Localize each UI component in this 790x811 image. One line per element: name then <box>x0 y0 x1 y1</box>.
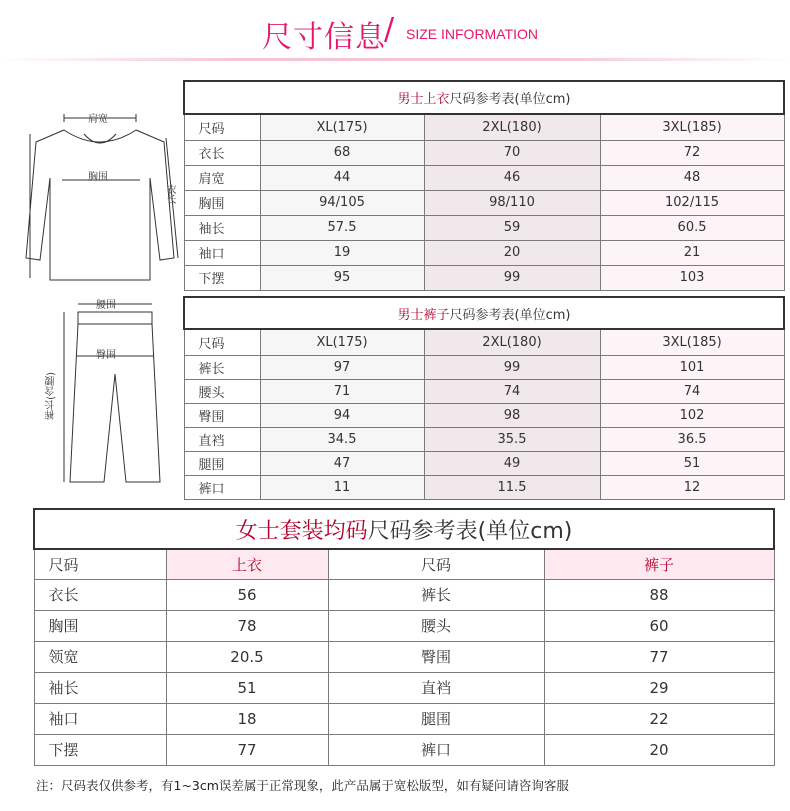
table-cell: 腿围 <box>328 703 544 734</box>
table-cell: 59 <box>424 215 600 240</box>
table-row <box>184 379 784 403</box>
table-row <box>184 265 784 290</box>
table-row <box>184 355 784 379</box>
table-cell: 袖口 <box>34 703 166 734</box>
table-cell: 直裆 <box>328 672 544 703</box>
table-row <box>184 140 784 165</box>
table-cell: 98/110 <box>424 190 600 215</box>
table-row <box>34 610 774 641</box>
header-cell: 尺码 <box>184 114 260 140</box>
table-cell: 60 <box>544 610 774 641</box>
table-cell: 74 <box>600 379 784 403</box>
men-pants-table-title: 男士裤子尺码参考表(单位cm) <box>184 297 784 329</box>
table-cell: 36.5 <box>600 427 784 451</box>
table-cell: 11.5 <box>424 475 600 499</box>
table-cell: 21 <box>600 240 784 265</box>
table-cell: 胸围 <box>184 190 260 215</box>
header-divider <box>0 58 790 61</box>
table-row <box>34 579 774 610</box>
table-row <box>34 703 774 734</box>
footnote: 注：尺码表仅供参考，有1~3cm误差属于正常现象，此产品属于宽松版型，如有疑问请咨询客服 <box>36 778 569 793</box>
table-cell: 94/105 <box>260 190 424 215</box>
table-cell: 101 <box>600 355 784 379</box>
table-cell: 裤长 <box>184 355 260 379</box>
table-cell: 98 <box>424 403 600 427</box>
table-cell: 腰头 <box>184 379 260 403</box>
table-cell: 88 <box>544 579 774 610</box>
header-cell: 2XL(180) <box>424 329 600 355</box>
pants-length-label: 裤长(含腰) <box>46 372 57 420</box>
table-row <box>184 190 784 215</box>
table-cell: 胸围 <box>34 610 166 641</box>
table-cell: 腿围 <box>184 451 260 475</box>
table-cell: 衣长 <box>34 579 166 610</box>
table-cell: 11 <box>260 475 424 499</box>
table-cell: 29 <box>544 672 774 703</box>
table-cell: 臀围 <box>184 403 260 427</box>
shoulder-label: 肩宽 <box>88 114 108 125</box>
table-cell: 20.5 <box>166 641 328 672</box>
table-cell: 57.5 <box>260 215 424 240</box>
table-cell: 78 <box>166 610 328 641</box>
length-label: 衣长 <box>164 184 175 204</box>
table-cell: 肩宽 <box>184 165 260 190</box>
table-cell: 102/115 <box>600 190 784 215</box>
table-cell: 77 <box>166 734 328 765</box>
table-cell: 袖口 <box>184 240 260 265</box>
table-cell: 77 <box>544 641 774 672</box>
title-slash: / <box>384 12 395 47</box>
header-cell: 3XL(185) <box>600 329 784 355</box>
page-title: 尺寸信息 <box>262 20 386 55</box>
table-row <box>184 165 784 190</box>
table-row <box>34 672 774 703</box>
table-cell: 99 <box>424 355 600 379</box>
table-row <box>184 451 784 475</box>
table-row <box>184 215 784 240</box>
table-cell: 102 <box>600 403 784 427</box>
table-cell: 下摆 <box>184 265 260 290</box>
hip-label: 臀围 <box>96 350 116 361</box>
table-cell: 51 <box>166 672 328 703</box>
table-cell: 68 <box>260 140 424 165</box>
table-cell: 22 <box>544 703 774 734</box>
women-size-table <box>33 508 775 766</box>
table-cell: 72 <box>600 140 784 165</box>
table-row <box>184 475 784 499</box>
table-cell: 51 <box>600 451 784 475</box>
page-subtitle: SIZE INFORMATION <box>406 26 538 42</box>
table-cell: 20 <box>544 734 774 765</box>
table-cell: 裤长 <box>328 579 544 610</box>
header-cell: 3XL(185) <box>600 114 784 140</box>
table-header-row <box>184 114 784 140</box>
table-cell: 71 <box>260 379 424 403</box>
table-cell: 臀围 <box>328 641 544 672</box>
table-cell: 袖长 <box>34 672 166 703</box>
header-cell: 2XL(180) <box>424 114 600 140</box>
header-cell: XL(175) <box>260 114 424 140</box>
men-top-table-title: 男士上衣尺码参考表(单位cm) <box>184 81 784 114</box>
table-cell: 34.5 <box>260 427 424 451</box>
table-row <box>34 641 774 672</box>
table-cell: 48 <box>600 165 784 190</box>
table-cell: 直裆 <box>184 427 260 451</box>
table-cell: 领宽 <box>34 641 166 672</box>
table-cell: 74 <box>424 379 600 403</box>
table-row <box>184 403 784 427</box>
men-top-size-table <box>183 80 785 291</box>
table-cell: 20 <box>424 240 600 265</box>
table-cell: 44 <box>260 165 424 190</box>
table-cell: 裤口 <box>328 734 544 765</box>
header-cell: 尺码 <box>184 329 260 355</box>
header-cell: 尺码 <box>328 549 544 579</box>
table-cell: 60.5 <box>600 215 784 240</box>
table-cell: 12 <box>600 475 784 499</box>
table-row <box>184 240 784 265</box>
header-cell: 上衣 <box>166 549 328 579</box>
table-cell: 下摆 <box>34 734 166 765</box>
table-cell: 衣长 <box>184 140 260 165</box>
table-cell: 袖长 <box>184 215 260 240</box>
header-cell: 尺码 <box>34 549 166 579</box>
men-pants-size-table <box>183 296 785 500</box>
table-cell: 97 <box>260 355 424 379</box>
table-cell: 95 <box>260 265 424 290</box>
table-cell: 47 <box>260 451 424 475</box>
header-cell: 裤子 <box>544 549 774 579</box>
table-cell: 99 <box>424 265 600 290</box>
table-cell: 腰头 <box>328 610 544 641</box>
table-cell: 46 <box>424 165 600 190</box>
table-cell: 94 <box>260 403 424 427</box>
table-row <box>34 734 774 765</box>
table-row <box>184 427 784 451</box>
table-cell: 49 <box>424 451 600 475</box>
table-cell: 19 <box>260 240 424 265</box>
table-header-row <box>184 329 784 355</box>
table-cell: 70 <box>424 140 600 165</box>
waist-label: 腰围 <box>96 300 116 311</box>
table-cell: 35.5 <box>424 427 600 451</box>
header-cell: XL(175) <box>260 329 424 355</box>
women-table-title: 女士套装均码尺码参考表(单位cm) <box>34 509 774 549</box>
table-cell: 103 <box>600 265 784 290</box>
table-cell: 56 <box>166 579 328 610</box>
table-cell: 裤口 <box>184 475 260 499</box>
table-header-row <box>34 549 774 579</box>
shirt-diagram <box>22 108 182 290</box>
table-cell: 18 <box>166 703 328 734</box>
chest-label: 胸围 <box>88 172 108 183</box>
